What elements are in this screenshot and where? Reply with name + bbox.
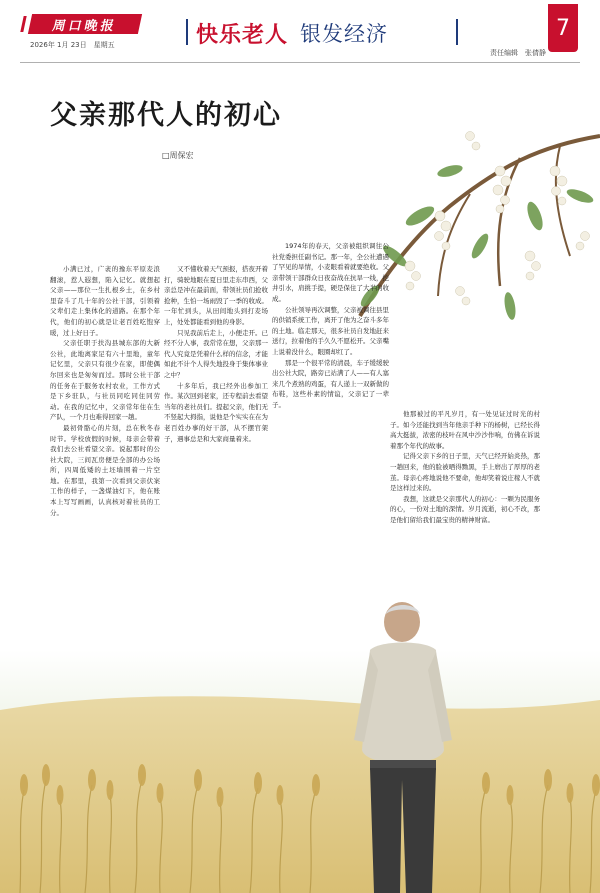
- paragraph: 十多年后，我已经外出参加工作。某次回到老家，还专程前去看望当年的老社员们。提起父亲，他们无不竖起大拇指，说他是个实实在在为老百姓办事的好干部，从不摆官架子，遇事总是和大家商量着来。: [164, 381, 268, 443]
- article-title: 父亲那代人的初心: [50, 100, 282, 131]
- paragraph: 他那被过的平凡岁月，有一处见证过时光的村子。如今还能找到当年他亲手种下的杨树，已经长得高大挺拔，浓密的枝叶在风中沙沙作响，仿佛在诉说着那个年代的故事。: [390, 410, 540, 450]
- page-number-badge: 7: [548, 4, 578, 52]
- article-column-4: [390, 409, 540, 624]
- paragraph: 1974年的春天，父亲被组织调往公社党委担任副书记。那一年，全公社遭遇了罕见的旱情，小麦眼看着就要绝收。父亲带领干部群众日夜奋战在抗旱一线，挖井引水，肩挑手提，硬是保住了大半的收成。: [272, 242, 389, 303]
- article-column-1: [50, 264, 160, 699]
- section-title: 快乐老人: [196, 22, 289, 48]
- paragraph: 公社领导再次调整，父亲被调往县里的供销系统工作，离开了他为之奋斗多年的土地。临走那天，很多社员自发地赶来送行，拉着他的手久久不愿松开。父亲嘴上说着没什么，眼圈却红了。: [272, 305, 389, 356]
- elderly-man-figure: [340, 600, 470, 893]
- paragraph: 最初骨骼心的片刻，总在秋冬春时节。学校放假的时候，母亲会带着我们去公社看望父亲。说起那时的公社大院，三间瓦房便是全部的办公场所，四周低矮的土坯墙围着一片空地。在那里，我第一次看到父亲伏案工作的样子，一盏煤油灯下，他在账本上写写画画，认真核对着社员的工分。: [50, 423, 160, 517]
- paragraph: 那是一个很平常的清晨，车子缓缓驶出公社大院，路旁已站满了人——有人塞来几个煮熟的鸡蛋，有人递上一双新做的布鞋，这些朴素的情谊，父亲记了一辈子。: [272, 358, 389, 409]
- paragraph: 小满已过，广袤的豫东平原麦浪翻滚，惹人遐想，陷入记忆。就想起父亲——那位一生扎根乡土，在乡村里奋斗了几十年的公社干部，引领着父辈们走上集体化的道路。在那个年代，他们的初心就是让老百姓吃饱穿暖，过上好日子。: [50, 265, 160, 337]
- paragraph: 父亲任职于扶沟县城东部的大新公社，此地离家足有六十里地，童年记忆里，父亲只有很少在家，即使偶尔回来也是匆匆而过。那时公社干部的任务在于服务农村农业，工作方式是下乡驻队，与社员同吃同住同劳动。在我的记忆中，父亲常年住在生产队，一个月也难得回家一趟。: [50, 339, 160, 422]
- article-column-2: [164, 264, 268, 696]
- masthead-logo: 周口晚报: [28, 14, 142, 34]
- issue-date: 2026年 1月 23日 星期五: [30, 41, 115, 49]
- header-divider-right: [456, 19, 458, 45]
- page-header: [0, 0, 600, 66]
- paragraph: 记得父亲下乡的日子里，天气已经开始炎热，那一趟回来，他的脸被晒得黝黑，手上磨出了厚厚的老茧。母亲心疼地说他不要命，他却笑着说庄稼人不就是这样过来的。: [390, 452, 540, 493]
- article-byline: □周保宏: [162, 151, 194, 160]
- paragraph: 我想，这就是父亲那代人的初心：一颗为民服务的心，一份对土地的深情。岁月流逝，初心不改，那是他们留给我们最宝贵的精神财富。: [390, 494, 540, 524]
- wheat-field-illustration: [0, 650, 600, 893]
- paragraph: 又不懂收着天气预报，搭夜开着打，骑驶地眼在夏日里走东串西，父亲总是冲在最前面，带领社员们抢收抢种，生怕一场雨毁了一季的收成。一年忙到头，从田间地头到打麦场上，处处都能看到他的身影。: [164, 265, 268, 326]
- section-subtitle: 银发经济: [300, 22, 388, 46]
- header-divider-left: [186, 19, 188, 45]
- paragraph: 只见我前后走上，小便走开。已经不分人事，我常常在想，父亲那一代人究竟是凭着什么样的信念，才能如此不计个人得失地投身于集体事业之中？: [164, 328, 268, 379]
- editor-credit: 责任编辑 张倩静: [490, 49, 546, 57]
- header-rule: [20, 62, 580, 63]
